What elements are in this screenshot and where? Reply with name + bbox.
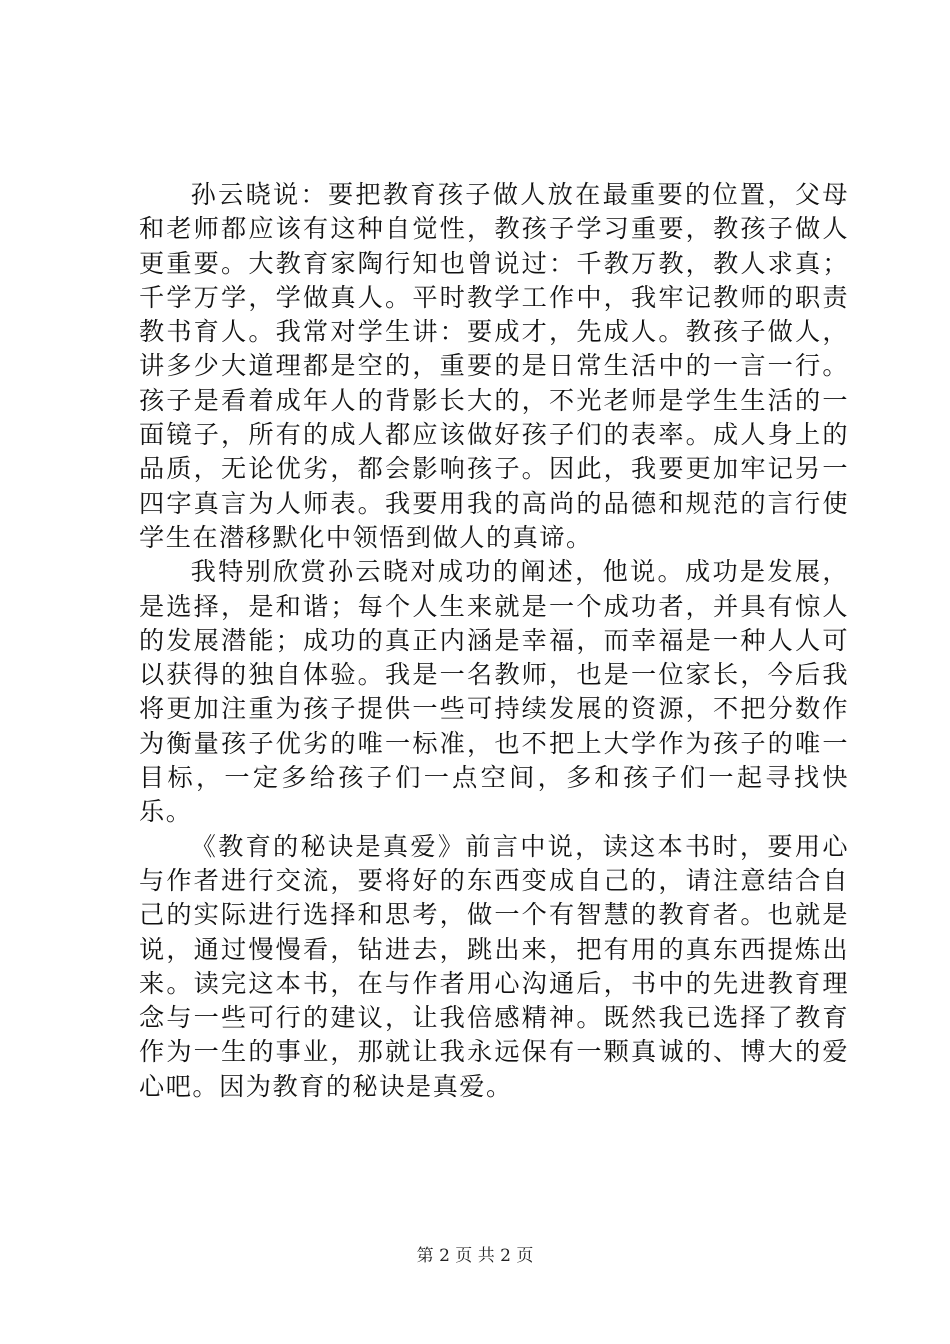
document-body [139,178,849,1104]
paragraph-1: 孙云晓说：要把教育孩子做人放在最重要的位置，父母和老师都应该有这种自觉性，教孩子学习重要，教孩子做人更重要。大教育家陶行知也曾说过：千教万教，教人求真；千学万学，学做真人。平时教学工作中，我牢记教师的职责教书育人。我常对学生讲：要成才，先成人。教孩子做人，讲多少大道理都是空的，重要的是日常生活中的一言一行。孩子是看着成年人的背影长大的，不光老师是学生生活的一面镜子，所有的成人都应该做好孩子们的表率。成人身上的品质，无论优劣，都会影响孩子。因此，我要更加牢记另一四字真言为人师表。我要用我的高尚的品德和规范的言行使学生在潜移默化中领悟到做人的真谛。 [139,180,849,552]
paragraph-2: 我特别欣赏孙云晓对成功的阐述，他说。成功是发展，是选择，是和谐；每个人生来就是一个成功者，并具有惊人的发展潜能；成功的真正内涵是幸福，而幸福是一种人人可以获得的独自体验。我是一名教师，也是一位家长，今后我将更加注重为孩子提供一些可持续发展的资源，不把分数作为衡量孩子优劣的唯一标准，也不把上大学作为孩子的唯一目标，一定多给孩子们一点空间，多和孩子们一起寻找快乐。 [139,557,849,827]
paragraph-3: 《教育的秘诀是真爱》前言中说，读这本书时，要用心与作者进行交流，要将好的东西变成自己的，请注意结合自己的实际进行选择和思考，做一个有智慧的教育者。也就是说，通过慢慢看，钻进去，跳出来，把有用的真东西提炼出来。读完这本书，在与作者用心沟通后，书中的先进教育理念与一些可行的建议，让我倍感精神。既然我已选择了教育作为一生的事业，那就让我永远保有一颗真诚的、博大的爱心吧。因为教育的秘诀是真爱。 [139,831,849,1101]
page-number: 第 2 页 共 2 页 [416,1246,534,1266]
